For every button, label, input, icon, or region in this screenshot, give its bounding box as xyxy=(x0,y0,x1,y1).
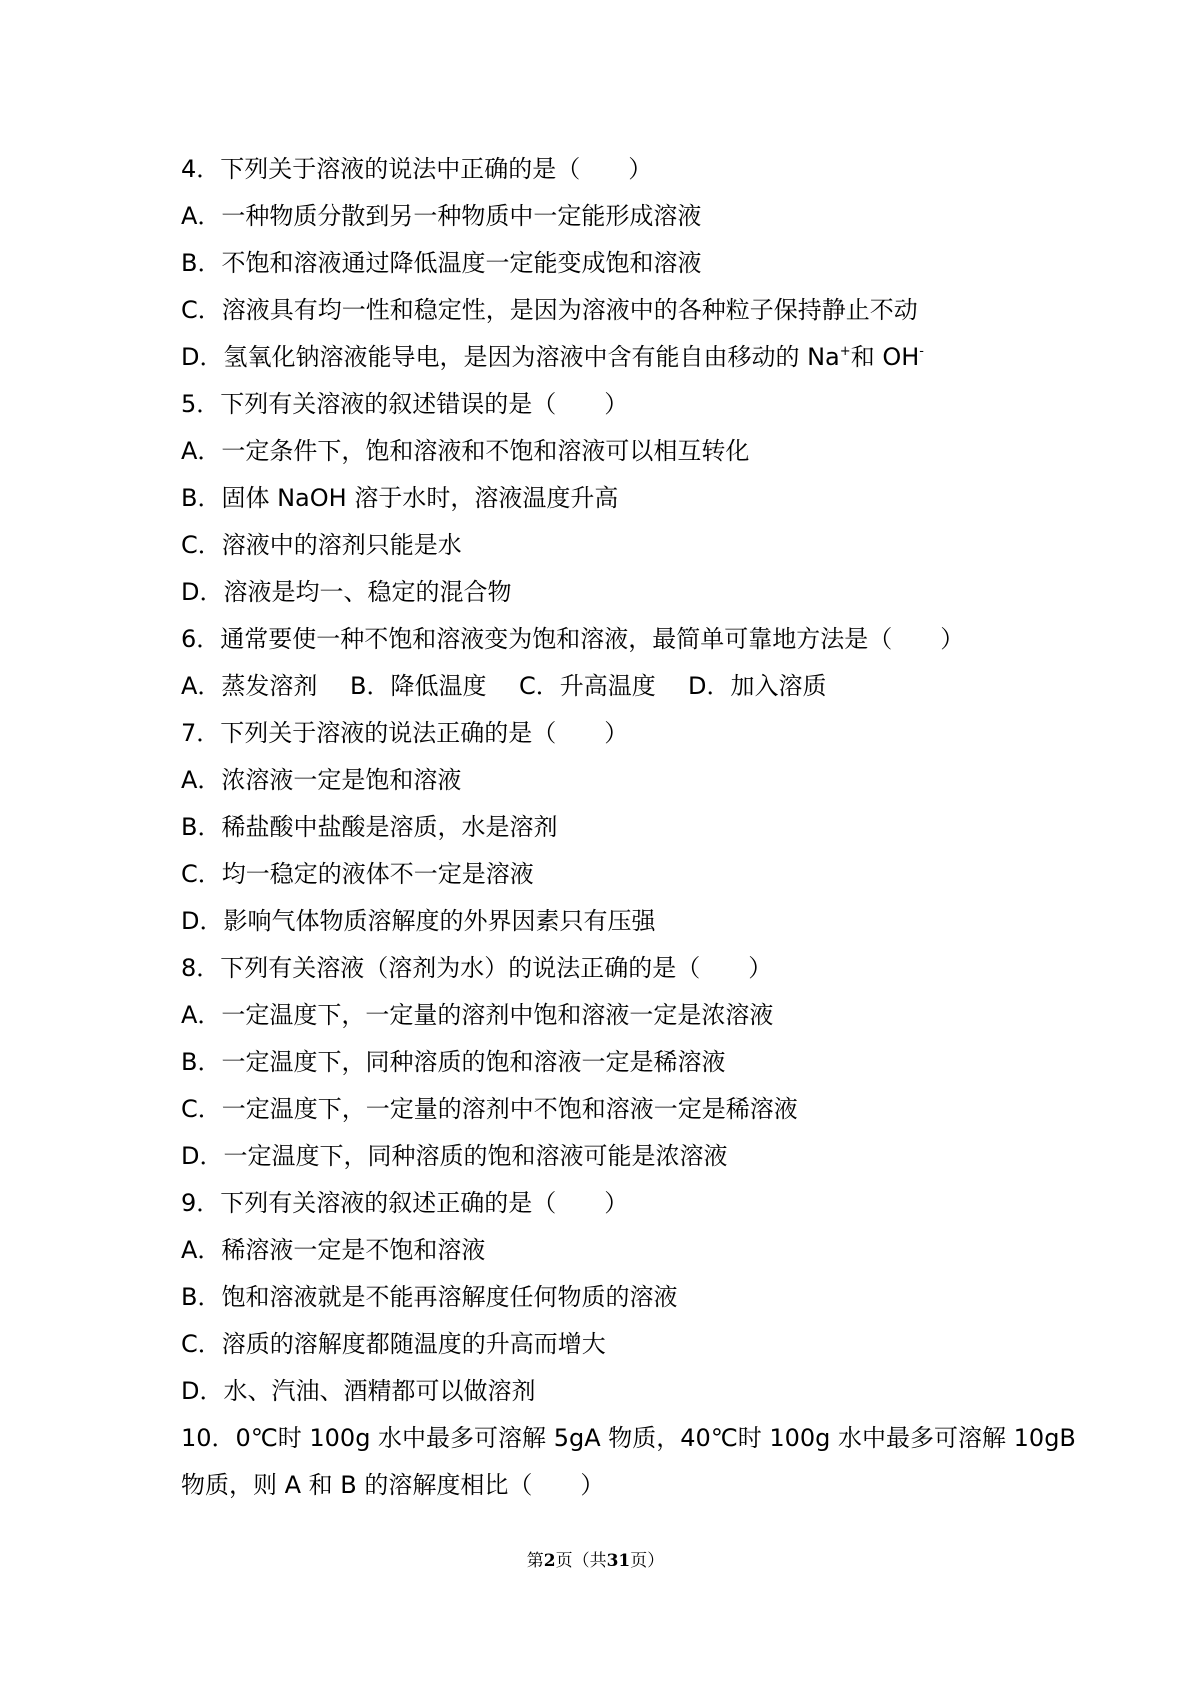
question-9 xyxy=(181,1180,1076,1415)
page-content xyxy=(181,146,1076,1509)
question-stem: 9．下列有关溶液的叙述正确的是（ ） xyxy=(181,1189,629,1217)
option-d: D．影响气体物质溶解度的外界因素只有压强 xyxy=(181,907,656,935)
question-stem-continued: 物质，则 A 和 B 的溶解度相比（ ） xyxy=(181,1471,605,1499)
option-b: B．不饱和溶液通过降低温度一定能变成饱和溶液 xyxy=(181,249,702,277)
option-a: A．浓溶液一定是饱和溶液 xyxy=(181,766,462,794)
option-d: D．加入溶质 xyxy=(688,672,827,700)
page-footer xyxy=(0,1549,1191,1573)
option-c: C．均一稳定的液体不一定是溶液 xyxy=(181,860,534,888)
question-8 xyxy=(181,945,1076,1180)
option-a: A．一定条件下，饱和溶液和不饱和溶液可以相互转化 xyxy=(181,437,750,465)
option-b: B．一定温度下，同种溶质的饱和溶液一定是稀溶液 xyxy=(181,1048,726,1076)
superscript-plus: + xyxy=(839,344,851,359)
question-10 xyxy=(181,1415,1076,1509)
question-stem: 4．下列关于溶液的说法中正确的是（ ） xyxy=(181,155,653,183)
footer-middle: 页（共 xyxy=(555,1551,607,1571)
question-6 xyxy=(181,616,1076,710)
question-stem: 7．下列关于溶液的说法正确的是（ ） xyxy=(181,719,629,747)
option-b: B．饱和溶液就是不能再溶解度任何物质的溶液 xyxy=(181,1283,678,1311)
option-a: A．一种物质分散到另一种物质中一定能形成溶液 xyxy=(181,202,702,230)
footer-prefix: 第 xyxy=(526,1551,544,1571)
question-stem: 10．0℃时 100g 水中最多可溶解 5gA 物质，40℃时 100g 水中最多可溶解 10gB xyxy=(181,1424,1076,1452)
footer-suffix: 页） xyxy=(630,1551,665,1571)
question-stem: 6．通常要使一种不饱和溶液变为饱和溶液，最简单可靠地方法是（ ） xyxy=(181,625,965,653)
option-a: A．稀溶液一定是不饱和溶液 xyxy=(181,1236,486,1264)
option-c: C．升高温度 xyxy=(519,672,656,700)
page-number: 2 xyxy=(543,1551,556,1571)
question-5 xyxy=(181,381,1076,616)
option-d: D．一定温度下，同种溶质的饱和溶液可能是浓溶液 xyxy=(181,1142,728,1170)
option-a: A．蒸发溶剂 xyxy=(181,672,318,700)
question-7 xyxy=(181,710,1076,945)
question-stem: 8．下列有关溶液（溶剂为水）的说法正确的是（ ） xyxy=(181,954,773,982)
options-row xyxy=(181,663,1076,710)
option-d: D．溶液是均一、稳定的混合物 xyxy=(181,578,512,606)
option-a: A．一定温度下，一定量的溶剂中饱和溶液一定是浓溶液 xyxy=(181,1001,774,1029)
option-b: B．稀盐酸中盐酸是溶质，水是溶剂 xyxy=(181,813,558,841)
option-d: D．水、汽油、酒精都可以做溶剂 xyxy=(181,1377,536,1405)
option-d-text-mid: 和 OH xyxy=(850,343,920,371)
option-c: C．溶质的溶解度都随温度的升高而增大 xyxy=(181,1330,606,1358)
option-b: B．固体 NaOH 溶于水时，溶液温度升高 xyxy=(181,484,619,512)
question-4 xyxy=(181,146,1076,381)
total-pages: 31 xyxy=(606,1551,631,1571)
option-c: C．溶液具有均一性和稳定性，是因为溶液中的各种粒子保持静止不动 xyxy=(181,296,918,324)
superscript-minus: - xyxy=(919,344,924,359)
option-c: C．一定温度下，一定量的溶剂中不饱和溶液一定是稀溶液 xyxy=(181,1095,798,1123)
option-d-text: D．氢氧化钠溶液能导电，是因为溶液中含有能自由移动的 Na xyxy=(181,343,840,371)
option-d xyxy=(181,334,1076,381)
question-stem: 5．下列有关溶液的叙述错误的是（ ） xyxy=(181,390,629,418)
option-b: B．降低温度 xyxy=(350,672,487,700)
option-c: C．溶液中的溶剂只能是水 xyxy=(181,531,462,559)
